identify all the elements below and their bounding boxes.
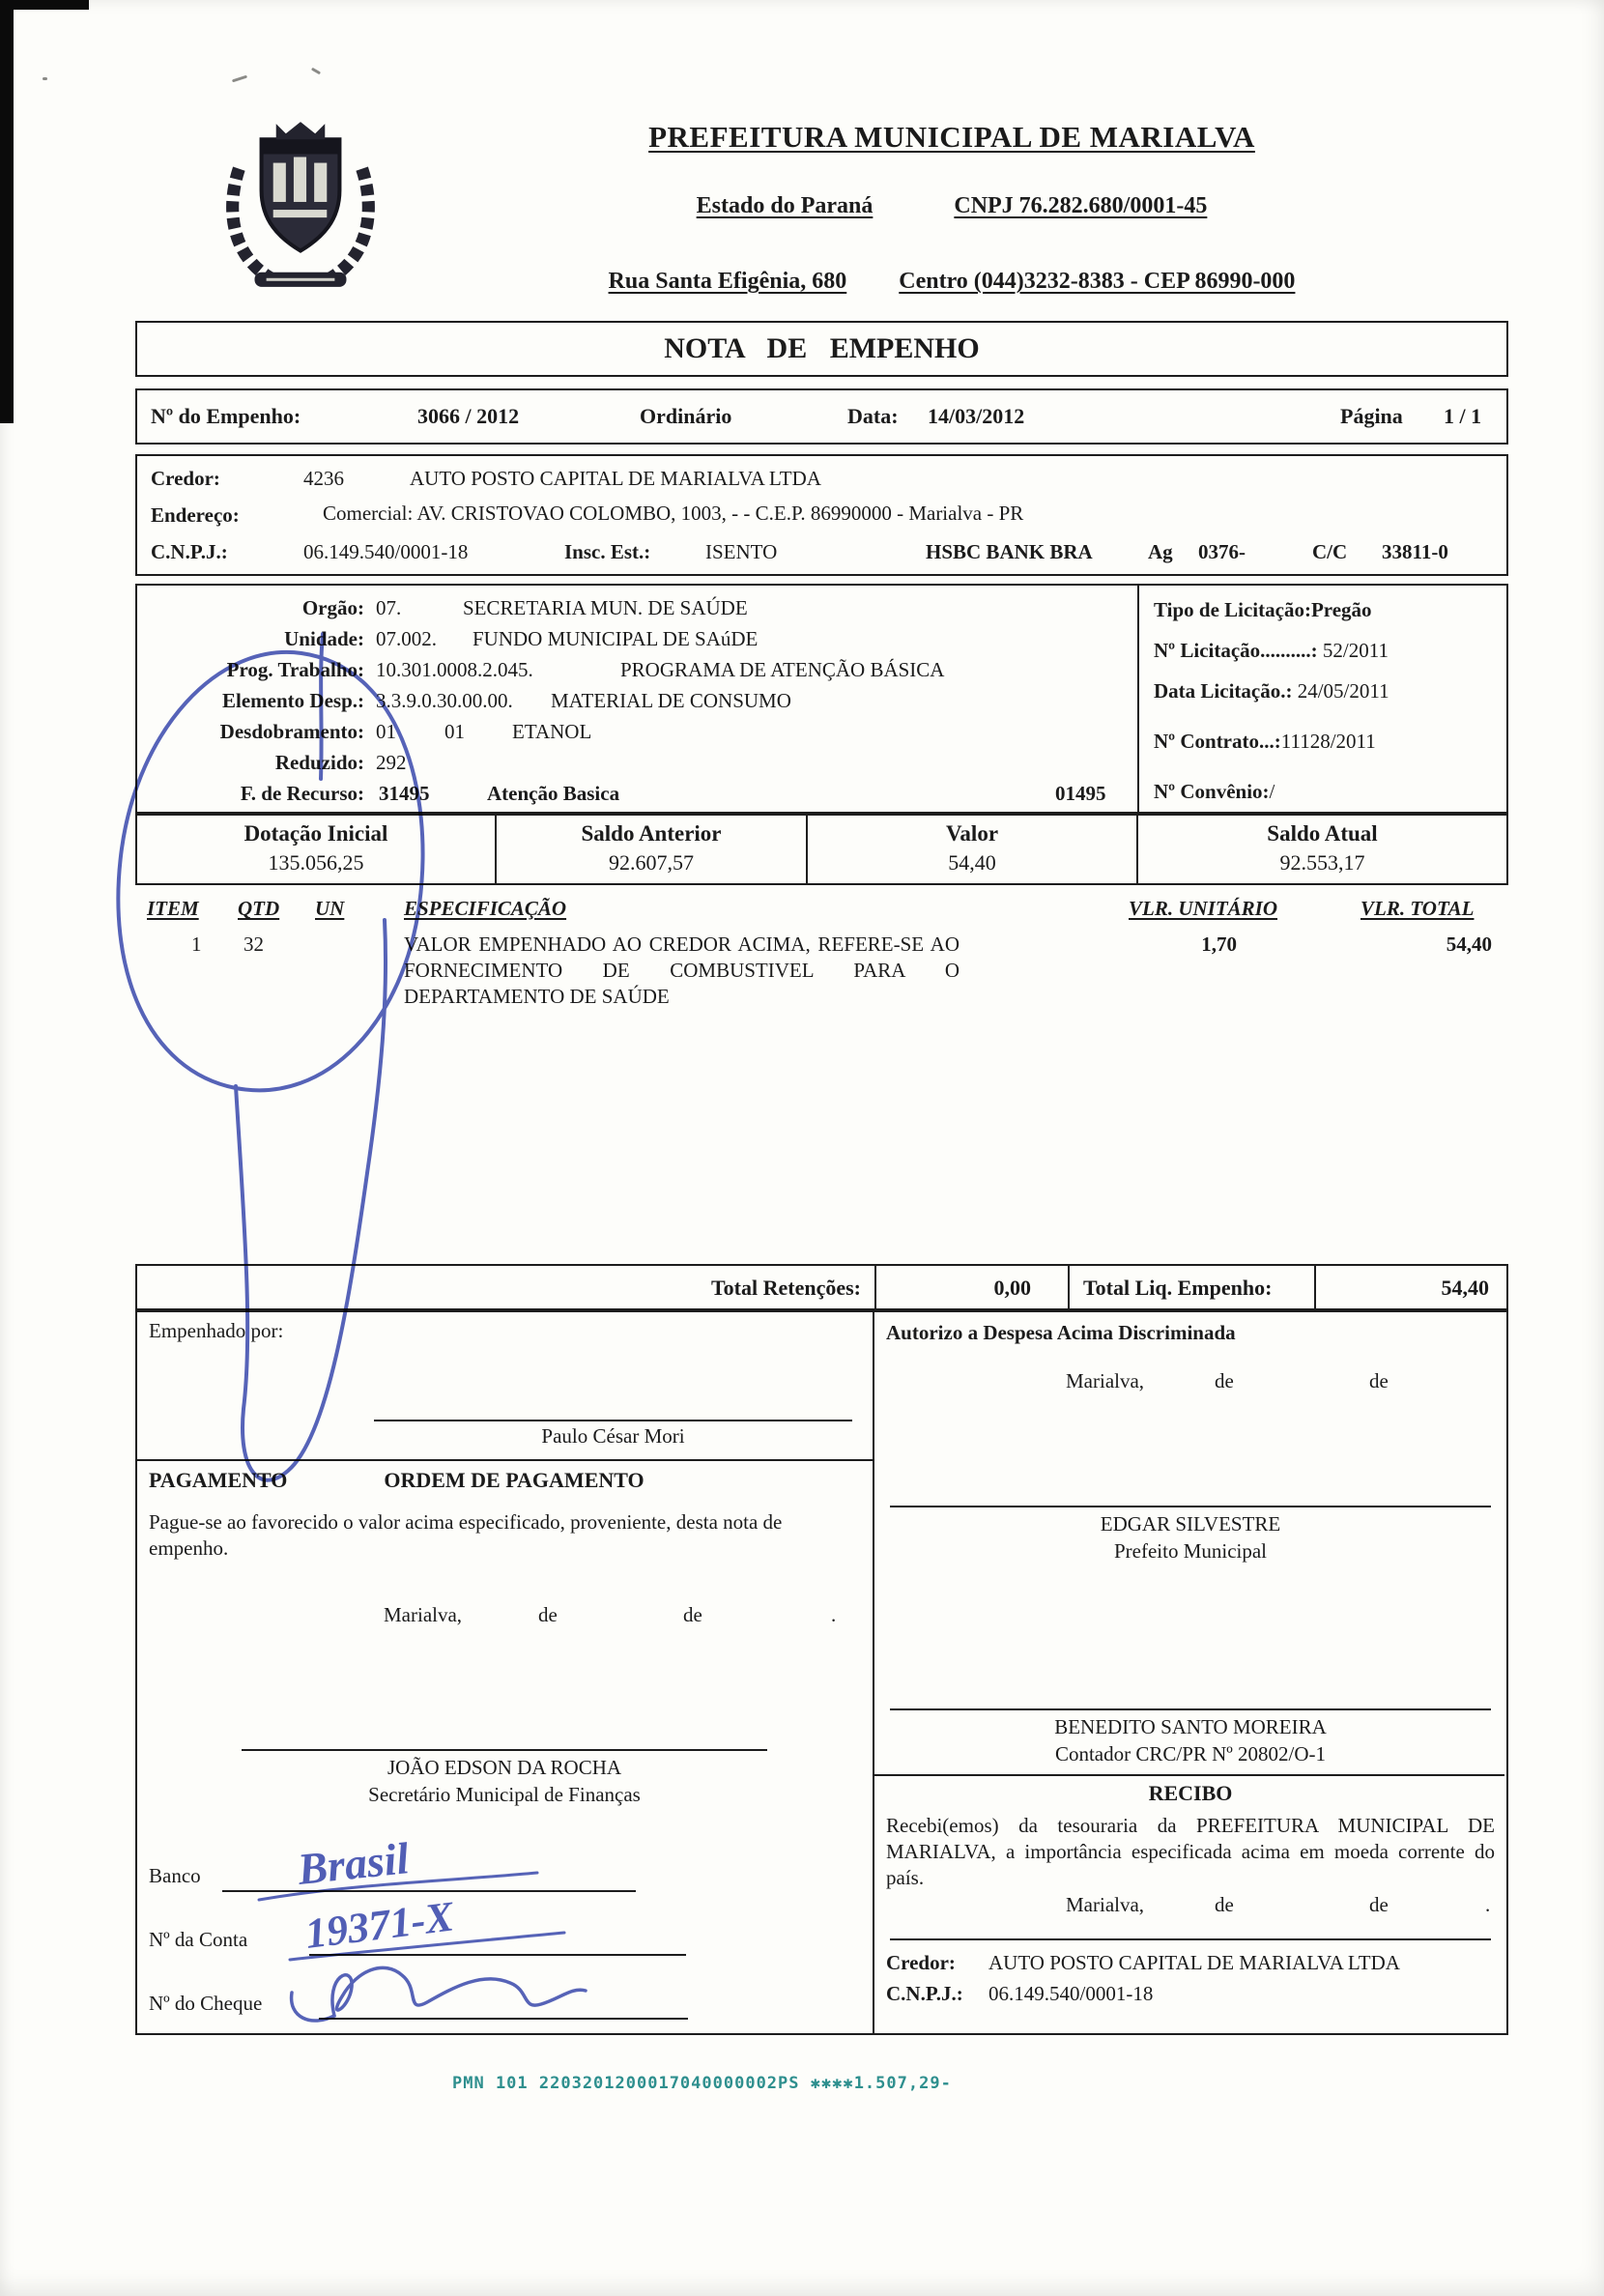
recurso-desc: Atenção Basica <box>487 782 620 805</box>
doc-title: NOTA DE EMPENHO <box>664 332 980 364</box>
header-title: PREFEITURA MUNICIPAL DE MARIALVA <box>648 120 1255 154</box>
autorizo-de1: de <box>1215 1369 1234 1392</box>
licitacao-data <box>1154 678 1389 704</box>
empenho-number-label: Nº do Empenho: <box>151 404 301 428</box>
recibo-credor-label: Credor: <box>886 1951 956 1974</box>
mayor-title: Prefeito Municipal <box>1113 1539 1268 1563</box>
scan-smudge <box>232 75 247 83</box>
budget-box <box>135 584 1508 814</box>
orgao-code: 07. <box>376 596 402 619</box>
amount-value: 54,40 <box>948 850 996 875</box>
desdobramento-code2: 01 <box>444 720 465 743</box>
finance-signer-name: JOÃO EDSON DA ROCHA <box>387 1756 622 1779</box>
signature-line-accountant <box>890 1708 1491 1710</box>
amount-label: Saldo Atual <box>1267 821 1378 846</box>
printer-control-line: PMN 101 2203201200017040000002PS ✱✱✱✱1.507,29- <box>452 2074 952 2093</box>
total-liq-label: Total Liq. Empenho: <box>1070 1266 1316 1308</box>
mayor-name: EDGAR SILVESTRE <box>1100 1512 1281 1535</box>
amount-label: Saldo Anterior <box>581 821 722 846</box>
accountant-name: BENEDITO SANTO MOREIRA <box>1054 1715 1327 1738</box>
desdobramento-desc: ETANOL <box>512 720 592 743</box>
licitacao-numero-label: Nº Licitação..........: <box>1154 639 1318 662</box>
item-vlr-total: 54,40 <box>1446 933 1492 956</box>
empenho-number: 3066 / 2012 <box>417 404 520 428</box>
budget-divider <box>1137 586 1139 812</box>
amount-value: 135.056,25 <box>268 850 364 875</box>
insc-label: Insc. Est.: <box>564 540 651 563</box>
amount-col-saldo-atual <box>1138 816 1506 883</box>
ordem-pagamento-text: Pague-se ao favorecido o valor acima especificado, proveniente, desta nota de empenho. <box>149 1510 783 1560</box>
desdobramento-label: Desdobramento: <box>219 720 364 743</box>
amount-value: 92.553,17 <box>1279 850 1365 875</box>
scan-smudge <box>43 77 47 80</box>
pagamento-de1: de <box>538 1603 558 1626</box>
unidade-desc: FUNDO MUNICIPAL DE SAúDE <box>473 627 759 650</box>
recibo-dot: . <box>1485 1893 1491 1916</box>
autorizo-city: Marialva, <box>1066 1369 1145 1392</box>
convenio <box>1154 779 1275 805</box>
item-qtd: 32 <box>243 933 264 956</box>
signature-line-mayor <box>890 1506 1491 1507</box>
coat-of-arms-logo <box>217 112 384 298</box>
item-description: VALOR EMPENHADO AO CREDOR ACIMA, REFERE-SE AO FORNECIMENTO DE COMBUSTIVEL PARA O DEPARTAMENTO DE SAÚDE <box>404 933 960 1008</box>
account-value: 33811-0 <box>1382 540 1448 563</box>
empenho-kind: Ordinário <box>640 404 732 428</box>
cheque-fill-line <box>319 2018 688 2020</box>
bank-name: HSBC BANK BRA <box>926 540 1093 563</box>
agency-value: 0376- <box>1198 540 1246 563</box>
header-state: Estado do Paraná <box>696 193 874 218</box>
credor-name: AUTO POSTO CAPITAL DE MARIALVA LTDA <box>410 467 821 490</box>
conta-fill-line <box>309 1954 686 1956</box>
autorizo-recibo-column <box>874 1310 1508 2035</box>
item-number: 1 <box>191 933 202 956</box>
pagamento-de2: de <box>683 1603 702 1626</box>
scan-edge-top-corner <box>0 0 89 10</box>
page-label: Página <box>1340 404 1403 428</box>
amount-col-saldo-anterior <box>497 816 808 883</box>
item-vlr-unitario: 1,70 <box>1201 933 1237 956</box>
licitacao-numero <box>1154 638 1389 664</box>
recurso-code: 31495 <box>379 782 430 805</box>
pagamento-section-label: PAGAMENTO <box>149 1468 288 1492</box>
items-header-un: UN <box>315 897 345 920</box>
finance-signer-title: Secretário Municipal de Finanças <box>368 1783 641 1806</box>
recibo-signature-line <box>890 1938 1491 1940</box>
header-address: Rua Santa Efigênia, 680 <box>608 269 847 294</box>
licitacao-data-value: 24/05/2011 <box>1292 679 1389 703</box>
endereco-value: Comercial: AV. CRISTOVAO COLOMBO, 1003, - - C.E.P. 86990000 - Marialva - PR <box>323 502 1024 525</box>
header-cnpj: CNPJ 76.282.680/0001-45 <box>954 193 1208 218</box>
cnpj-label: C.N.P.J.: <box>151 540 228 563</box>
amount-col-valor <box>808 816 1138 883</box>
amount-label: Valor <box>945 821 999 846</box>
scan-edge-left <box>0 0 14 423</box>
empenho-date: 14/03/2012 <box>928 404 1025 428</box>
licitacao-tipo-label: Tipo de Licitação: <box>1154 598 1311 621</box>
page-number: 1 / 1 <box>1444 404 1482 428</box>
account-label: C/C <box>1312 540 1348 563</box>
contrato <box>1154 729 1376 755</box>
recurso-extra-code: 01495 <box>1055 782 1106 805</box>
total-liq-value: 54,40 <box>1441 1276 1489 1300</box>
orgao-desc: SECRETARIA MUN. DE SAÚDE <box>463 596 748 619</box>
unidade-label: Unidade: <box>284 627 364 650</box>
pagamento-column <box>135 1310 874 2035</box>
licitacao-tipo <box>1154 597 1372 623</box>
convenio-value: / <box>1269 780 1275 803</box>
prog-trabalho-label: Prog. Trabalho: <box>226 658 364 681</box>
document-header <box>135 104 1508 315</box>
empenho-number-row <box>135 388 1508 445</box>
elemento-desc: MATERIAL DE CONSUMO <box>551 689 791 712</box>
signature-line-empenhado <box>374 1420 852 1421</box>
autorizo-de2: de <box>1369 1369 1389 1392</box>
convenio-label: Nº Convênio: <box>1154 780 1270 803</box>
doc-title-box <box>135 321 1508 377</box>
agency-label: Ag <box>1148 540 1173 563</box>
recibo-de2: de <box>1369 1893 1389 1916</box>
conta-label: Nº da Conta <box>149 1928 248 1951</box>
endereco-label: Endereço: <box>151 503 240 527</box>
recibo-divider <box>874 1774 1504 1776</box>
empenhado-signer-name: Paulo César Mori <box>541 1424 685 1448</box>
scan-smudge <box>311 68 321 75</box>
items-header-qtd: QTD <box>238 897 280 920</box>
pagamento-dot: . <box>831 1603 837 1626</box>
recibo-de1: de <box>1215 1893 1234 1916</box>
contrato-label: Nº Contrato...: <box>1154 730 1281 753</box>
totals-row <box>135 1264 1508 1310</box>
pagamento-city: Marialva, <box>384 1603 463 1626</box>
credor-code: 4236 <box>303 467 344 490</box>
banco-label: Banco <box>149 1864 201 1887</box>
accountant-title: Contador CRC/PR Nº 20802/O-1 <box>1054 1742 1327 1765</box>
autorizo-title: Autorizo a Despesa Acima Discriminada <box>886 1321 1236 1344</box>
total-retencoes-label: Total Retenções: <box>137 1266 876 1308</box>
elemento-label: Elemento Desp.: <box>222 689 364 712</box>
prog-trabalho-code: 10.301.0008.2.045. <box>376 658 533 681</box>
elemento-code: 3.3.9.0.30.00.00. <box>376 689 513 712</box>
reduzido-label: Reduzido: <box>274 751 364 774</box>
amount-value: 92.607,57 <box>609 850 694 875</box>
items-header-item: ITEM <box>147 897 199 920</box>
cheque-label: Nº do Cheque <box>149 1992 263 2015</box>
recibo-cnpj-value: 06.149.540/0001-18 <box>988 1982 1154 2005</box>
prog-trabalho-desc: PROGRAMA DE ATENÇÃO BÁSICA <box>620 658 945 681</box>
total-retencoes-value: 0,00 <box>876 1266 1070 1308</box>
unidade-code: 07.002. <box>376 627 437 650</box>
licitacao-data-label: Data Licitação.: <box>1154 679 1293 703</box>
items-header-vlr-unitario: VLR. UNITÁRIO <box>1129 897 1278 920</box>
conta-handwritten-text: 19371-X <box>302 1892 457 1958</box>
signature-line-finance <box>242 1749 767 1751</box>
amount-label: Dotação Inicial <box>243 821 388 846</box>
banco-fill-line <box>222 1890 636 1892</box>
empenhado-por-label: Empenhado por: <box>149 1319 284 1342</box>
orgao-label: Orgão: <box>301 596 364 619</box>
cnpj-value: 06.149.540/0001-18 <box>303 540 469 563</box>
credor-box <box>135 454 1508 576</box>
desdobramento-code: 01 <box>376 720 396 743</box>
banco-handwritten-text: Brasil <box>295 1833 412 1894</box>
amount-col-dotacao <box>137 816 497 883</box>
header-address2: Centro (044)3232-8383 - CEP 86990-000 <box>899 269 1296 294</box>
recibo-cnpj-label: C.N.P.J.: <box>886 1982 963 2005</box>
recibo-credor-name: AUTO POSTO CAPITAL DE MARIALVA LTDA <box>988 1951 1400 1974</box>
recurso-label: F. de Recurso: <box>240 782 364 805</box>
recibo-city: Marialva, <box>1066 1893 1145 1916</box>
amounts-box <box>135 814 1508 885</box>
licitacao-numero-value: 52/2011 <box>1317 639 1389 662</box>
empenho-date-label: Data: <box>847 404 899 428</box>
insc-value: ISENTO <box>705 540 778 563</box>
licitacao-tipo-value: Pregão <box>1310 598 1372 621</box>
reduzido-code: 292 <box>376 751 407 774</box>
credor-label: Credor: <box>151 467 220 490</box>
recibo-text: Recebi(emos) da tesouraria da PREFEITURA MUNICIPAL DE MARIALVA, a importância especificada acima em moeda corrente do país. <box>886 1814 1495 1889</box>
items-header-espec: ESPECIFICAÇÃO <box>404 897 567 920</box>
recibo-title: RECIBO <box>1148 1781 1233 1805</box>
items-header-vlr-total: VLR. TOTAL <box>1361 897 1475 920</box>
contrato-value: 11128/2011 <box>1280 730 1376 753</box>
ordem-pagamento-title: ORDEM DE PAGAMENTO <box>384 1468 644 1492</box>
pagamento-divider <box>137 1459 873 1461</box>
